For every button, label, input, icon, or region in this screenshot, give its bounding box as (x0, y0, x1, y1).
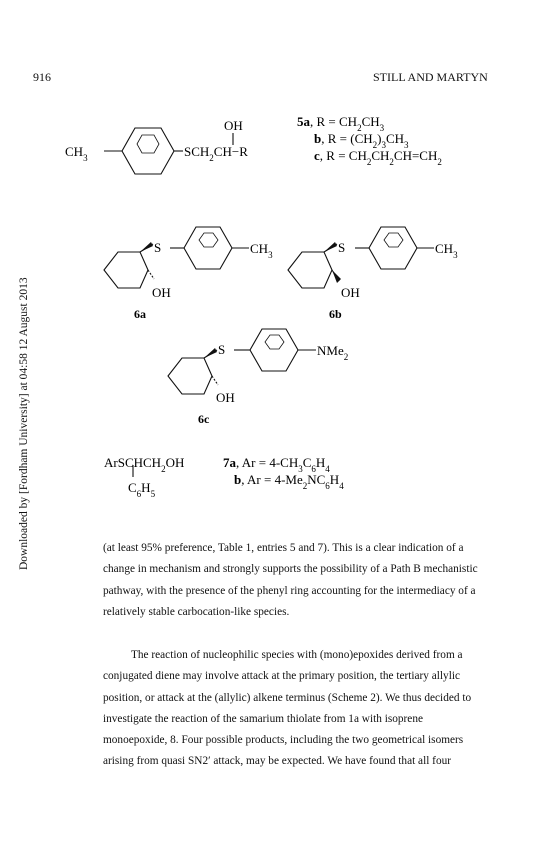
s6b-ch3: $CH_3$ (435, 241, 458, 260)
s6c-label: 6c (198, 412, 210, 426)
s6b-s: S (338, 240, 346, 255)
s5-chain: $SCH_2CH-R$ (184, 144, 248, 163)
s6b-label: 6b (329, 307, 342, 321)
s5-ch3: $CH_3$ (65, 144, 88, 163)
s5a-label: 5a, $R = CH_2CH_3$ (297, 114, 385, 133)
s7b-label: b, $Ar = 4-Me_2NC_6H_4$ (234, 472, 344, 491)
s6c-nme2: NMe$_2$ (317, 343, 349, 362)
s7-sub: $C_6H_5$ (128, 480, 156, 499)
s6a-s: S (154, 240, 162, 255)
text-line: investigate the reaction of the samarium thiolate from 1a with isoprene (103, 712, 423, 725)
s6c-s: S (218, 342, 226, 357)
text-line: monoepoxide, 8. Four possible products, including the two geometrical isomers (103, 734, 464, 747)
text-line: (at least 95% preference, Table 1, entries 5 and 7). This is a clear indication of a (103, 542, 464, 554)
s5c-label: c, $R = CH_2CH_2CH=CH_2$ (314, 148, 442, 167)
text-line: conjugated diene may involve attack at the primary position, the tertiary allylic (103, 670, 460, 683)
page-number: 916 (33, 70, 51, 84)
s6a-ch3: $CH_3$ (250, 241, 273, 260)
text-line: The reaction of nucleophilic species with (mono)epoxides derived from a (131, 649, 463, 661)
s5-oh: OH (224, 118, 243, 133)
s6b-oh: OH (341, 285, 360, 300)
paragraph-1 (103, 538, 486, 623)
text-line: change in mechanism and strongly supports the possibility of a Path B mechanistic (103, 563, 478, 576)
s5b-label: b, $R = (CH_2)_3CH_3$ (314, 131, 409, 150)
s7a-label: 7a, $Ar = 4-CH_3C_6H_4$ (223, 455, 330, 474)
download-watermark: Downloaded by [Fordham University] at 04:58 12 August 2013 (18, 277, 30, 570)
s6c-oh: OH (216, 390, 235, 405)
running-title: STILL AND MARTYN (373, 70, 488, 84)
paragraph-2 (103, 645, 486, 773)
text-line: arising from quasi SN2′ attack, may be expected. We have found that all four (103, 755, 451, 768)
s6a-oh: OH (152, 285, 171, 300)
s6a-label: 6a (134, 307, 146, 321)
text-line: relatively stable carbocation-like species. (103, 605, 290, 618)
text-line: position, or attack at the (allylic) alkene terminus (Scheme 2). We thus decided to (103, 691, 472, 704)
text-line: pathway, with the presence of the phenyl ring accounting for the intermediacy of a (103, 584, 476, 597)
s7-main: ArSCHCH$_2$OH (104, 455, 185, 474)
